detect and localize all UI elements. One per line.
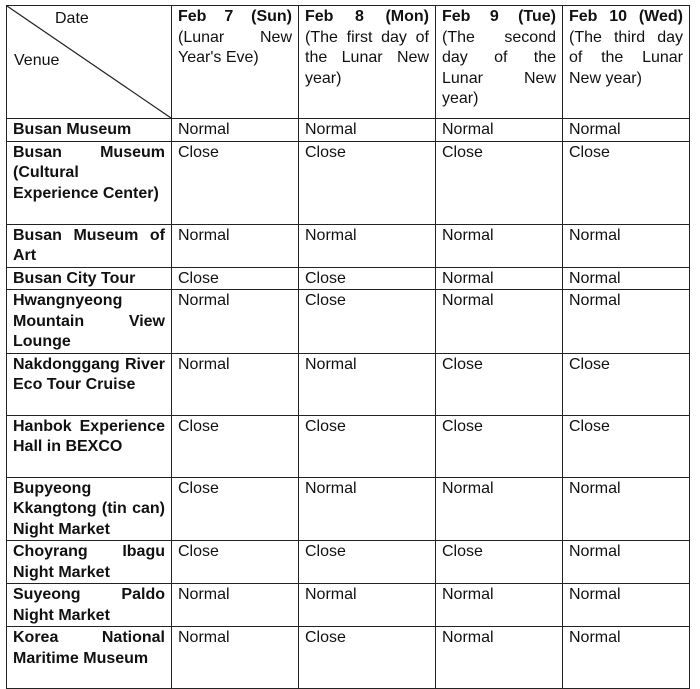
status-cell: Close [436,541,563,584]
day-note: (The second day of the Lunar New year) [442,28,556,107]
status-cell: Normal [563,119,690,142]
day-note: (Lunar New Year's Eve) [178,28,292,66]
venue-cell: Nakdonggang River Eco Tour Cruise [7,353,172,415]
date-label: Date [55,10,89,27]
status-cell: Normal [299,224,436,267]
status-cell: Normal [299,477,436,541]
status-cell: Normal [436,290,563,354]
status-cell: Normal [563,267,690,290]
status-cell: Close [299,541,436,584]
status-cell: Close [172,141,299,224]
status-cell: Normal [172,119,299,142]
table-row [7,119,690,142]
status-cell: Normal [563,290,690,354]
status-cell: Close [299,415,436,477]
status-cell: Normal [436,267,563,290]
table-row [7,415,690,477]
status-cell: Close [299,141,436,224]
status-cell: Normal [299,584,436,627]
status-cell: Close [436,141,563,224]
status-cell: Normal [436,584,563,627]
status-cell: Normal [172,627,299,689]
header-row [7,6,690,119]
table-row [7,584,690,627]
status-cell: Normal [563,627,690,689]
day-header-feb9 [436,6,563,119]
day-date: Feb 8 (Mon) [305,8,429,25]
status-cell: Normal [436,224,563,267]
status-cell: Close [563,141,690,224]
holiday-schedule-table [6,5,690,689]
table-row [7,290,690,354]
day-header-feb10 [563,6,690,119]
venue-cell: Hwangnyeong Mountain View Lounge [7,290,172,354]
venue-cell: Busan Museum [7,119,172,142]
table-row [7,627,690,689]
status-cell: Close [172,477,299,541]
table-row [7,541,690,584]
venue-cell: Bupyeong Kkangtong (tin can) Night Market [7,477,172,541]
venue-label: Venue [14,52,60,69]
status-cell: Close [299,627,436,689]
status-cell: Normal [563,541,690,584]
status-cell: Close [563,415,690,477]
venue-cell: Hanbok Experience Hall in BEXCO [7,415,172,477]
status-cell: Close [299,267,436,290]
day-date: Feb 7 (Sun) [178,8,292,25]
status-cell: Normal [299,119,436,142]
venue-cell: Busan City Tour [7,267,172,290]
table-row [7,267,690,290]
table-row [7,141,690,224]
status-cell: Normal [563,477,690,541]
status-cell: Close [172,267,299,290]
status-cell: Normal [172,584,299,627]
day-note: (The third day of the Lunar New year) [569,28,683,87]
status-cell: Close [436,415,563,477]
venue-cell: Busan Museum (Cultural Experience Center) [7,141,172,224]
status-cell: Close [172,541,299,584]
venue-cell: Choyrang Ibagu Night Market [7,541,172,584]
status-cell: Close [563,353,690,415]
status-cell: Normal [172,290,299,354]
status-cell: Normal [563,584,690,627]
status-cell: Close [299,290,436,354]
table-row [7,353,690,415]
day-date: Feb 9 (Tue) [442,8,556,25]
day-note: (The first day of the Lunar New year) [305,28,429,87]
venue-cell: Busan Museum of Art [7,224,172,267]
status-cell: Close [172,415,299,477]
status-cell: Close [436,353,563,415]
status-cell: Normal [172,224,299,267]
status-cell: Normal [563,224,690,267]
status-cell: Normal [436,477,563,541]
status-cell: Normal [299,353,436,415]
status-cell: Normal [172,353,299,415]
venue-cell: Suyeong Paldo Night Market [7,584,172,627]
day-header-feb8 [299,6,436,119]
table-row [7,224,690,267]
date-venue-corner-cell [7,6,172,119]
status-cell: Normal [436,627,563,689]
day-header-feb7 [172,6,299,119]
status-cell: Normal [436,119,563,142]
venue-cell: Korea National Maritime Museum [7,627,172,689]
day-date: Feb 10 (Wed) [569,8,683,25]
table-row [7,477,690,541]
